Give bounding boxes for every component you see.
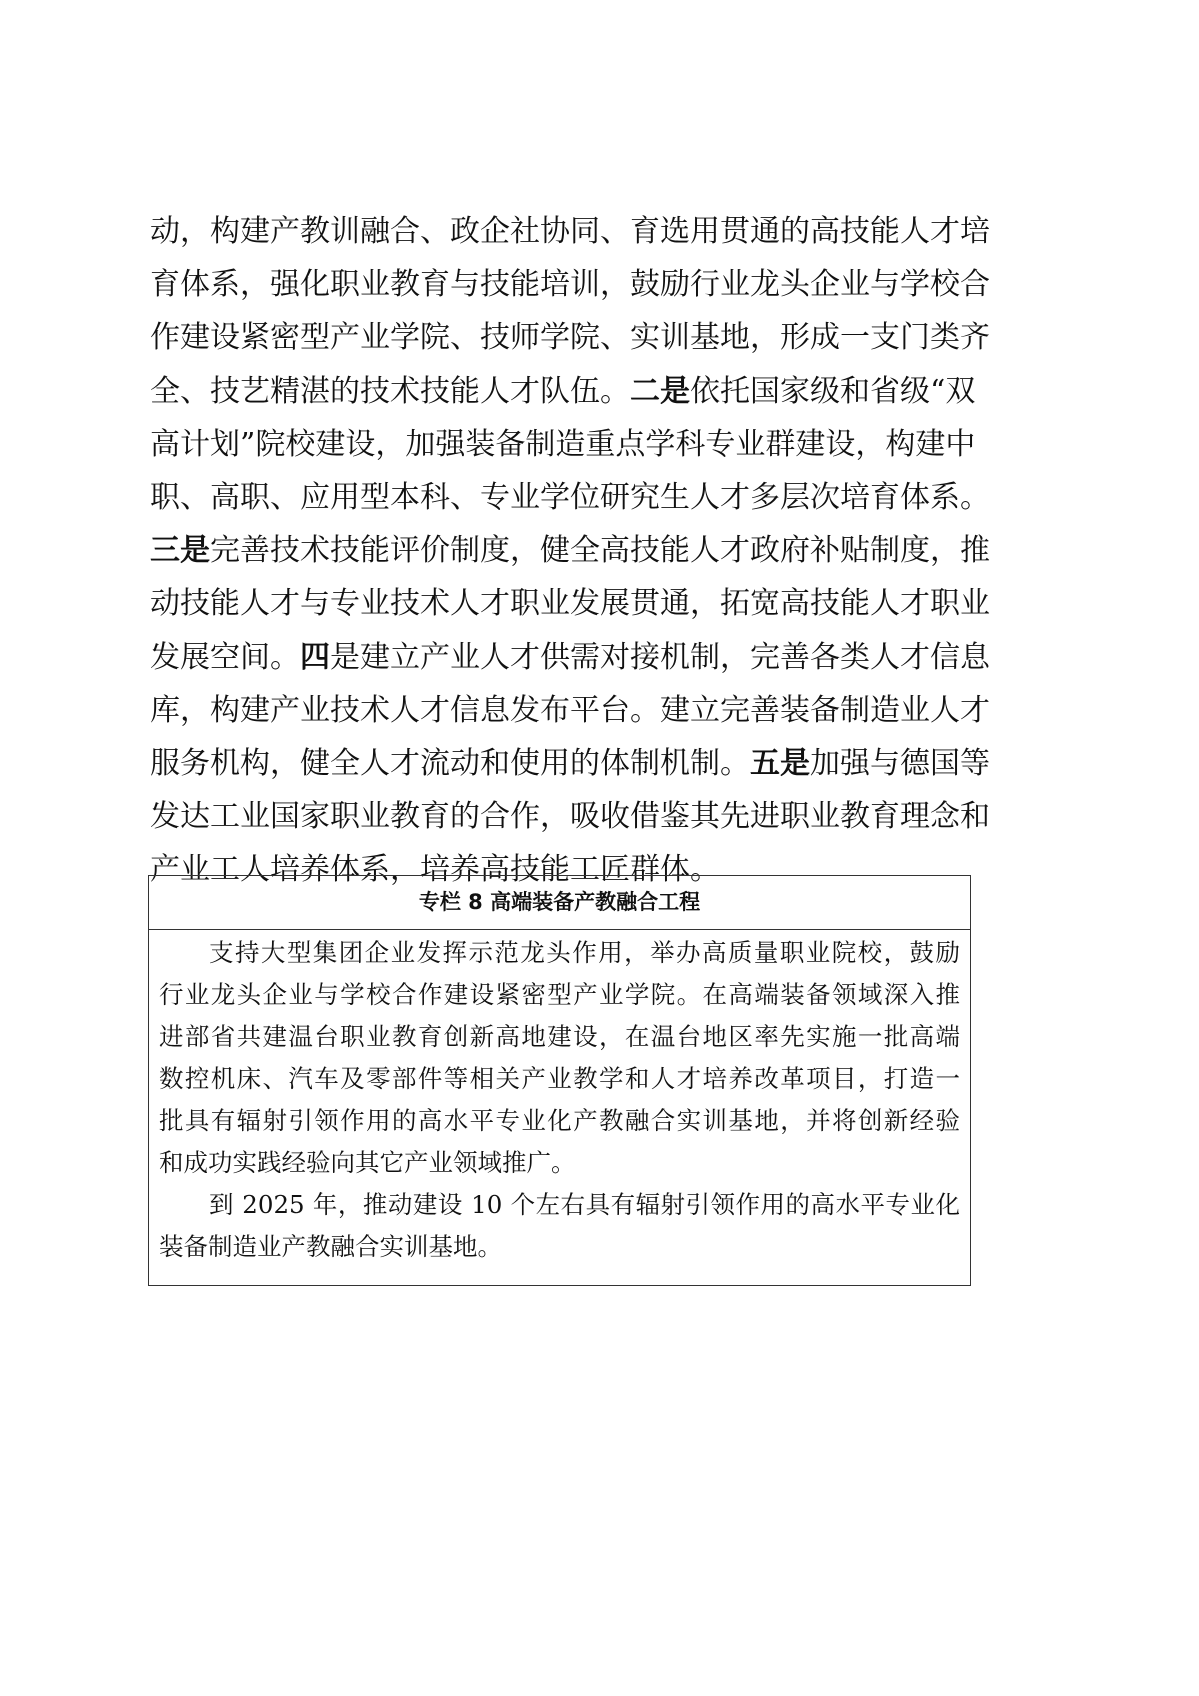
- paragraph-line-11: 服务机构，健全人才流动和使用的体制机制。五是加强与德国等: [150, 745, 990, 781]
- column-box-title: 专栏 8 高端装备产教融合工程: [149, 876, 970, 930]
- paragraph-line-5: 高计划”院校建设，加强装备制造重点学科专业群建设，构建中: [150, 426, 976, 462]
- paragraph-line-10: 库，构建产业技术人才信息发布平台。建立完善装备制造业人才: [150, 692, 990, 728]
- bold-marker-four: 四: [300, 639, 330, 675]
- column-box-line-2: 行业龙头企业与学校合作建设紧密型产业学院。在高端装备领域深入推: [159, 980, 960, 1009]
- paragraph-line-4: 全、技艺精湛的技术技能人才队伍。二是依托国家级和省级“双: [150, 373, 976, 409]
- column-box-line-3: 进部省共建温台职业教育创新高地建设，在温台地区率先实施一批高端: [159, 1022, 960, 1051]
- paragraph-line-2: 育体系，强化职业教育与技能培训，鼓励行业龙头企业与学校合: [150, 267, 990, 303]
- paragraph-line-12: 发达工业国家职业教育的合作，吸收借鉴其先进职业教育理念和: [150, 799, 990, 835]
- paragraph-line-6: 职、高职、应用型本科、专业学位研究生人才多层次培育体系。: [150, 479, 990, 515]
- paragraph-line-3: 作建设紧密型产业学院、技师学院、实训基地，形成一支门类齐: [150, 320, 990, 356]
- paragraph-line-7: 三是完善技术技能评价制度，健全高技能人才政府补贴制度，推: [150, 533, 990, 569]
- paragraph-line-9: 发展空间。四是建立产业人才供需对接机制，完善各类人才信息: [150, 639, 990, 675]
- column-box: [148, 875, 971, 1286]
- paragraph-line-8: 动技能人才与专业技术人才职业发展贯通，拓宽高技能人才职业: [150, 586, 990, 622]
- body-paragraph: [150, 205, 990, 896]
- column-box-content: [149, 930, 970, 1268]
- column-box-line-8: 装备制造业产教融合实训基地。: [159, 1232, 502, 1261]
- paragraph-line-1: 动，构建产教训融合、政企社协同、育选用贯通的高技能人才培: [150, 214, 990, 249]
- column-box-line-6: 和成功实践经验向其它产业领域推广。: [159, 1148, 576, 1177]
- column-box-line-1: 支持大型集团企业发挥示范龙头作用，举办高质量职业院校，鼓励: [209, 938, 960, 967]
- paragraph-line-13: 产业工人培养体系，培养高技能工匠群体。: [150, 852, 720, 888]
- column-box-line-4: 数控机床、汽车及零部件等相关产业教学和人才培养改革项目，打造一: [159, 1064, 960, 1093]
- bold-marker-three: 三是: [150, 533, 210, 569]
- column-box-line-7: 到 2025 年，推动建设 10 个左右具有辐射引领作用的高水平专业化: [209, 1190, 960, 1219]
- bold-marker-two: 二是: [630, 373, 690, 409]
- column-box-line-5: 批具有辐射引领作用的高水平专业化产教融合实训基地，并将创新经验: [159, 1106, 960, 1135]
- bold-marker-five: 五是: [750, 745, 810, 781]
